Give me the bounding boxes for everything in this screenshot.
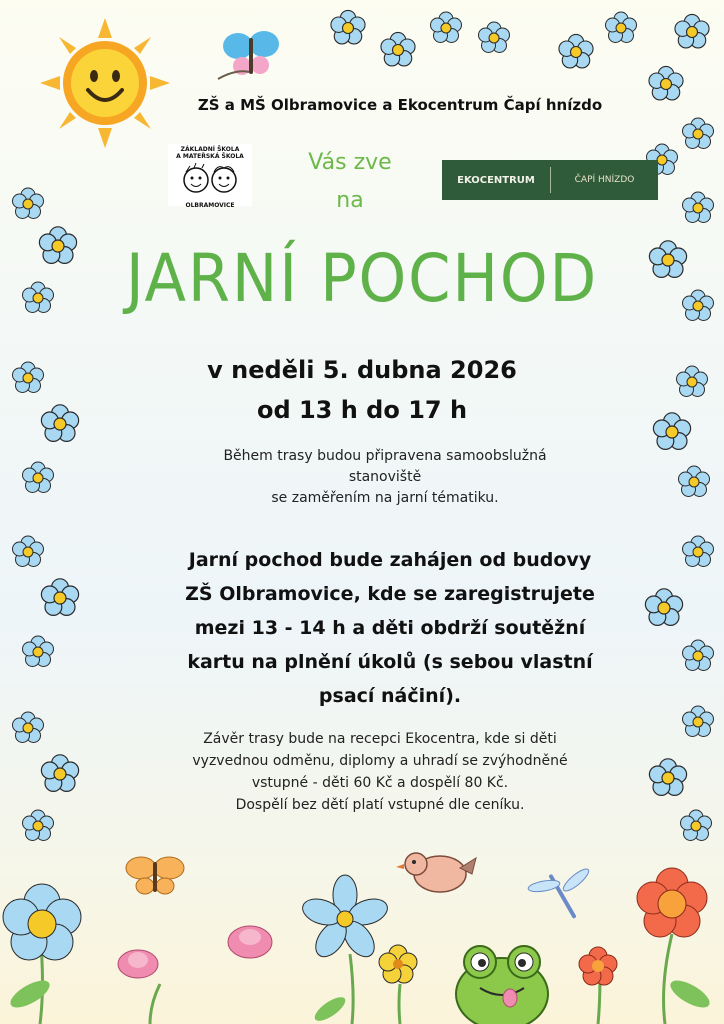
paragraph-line: vstupné - děti 60 Kč a dospělí 80 Kč. bbox=[251, 775, 509, 791]
paragraph-stations bbox=[150, 446, 620, 509]
flower-icon bbox=[228, 926, 272, 958]
flower-icon bbox=[299, 875, 390, 962]
garden-scene bbox=[0, 824, 724, 1024]
paragraph-line: Dospělí bez dětí platí vstupné dle ceníku. bbox=[235, 797, 525, 813]
paragraph-line: se zaměřením na jarní tématiku. bbox=[271, 490, 499, 506]
flower-icon bbox=[3, 884, 81, 960]
eco-logo-right-text: ČAPÍ HNÍZDO bbox=[574, 175, 635, 185]
frog-icon bbox=[456, 946, 548, 1024]
paragraph-line: Během trasy budou připravena samoobslužná bbox=[223, 448, 547, 464]
invite-line-2: na bbox=[336, 188, 364, 213]
event-title: JARNÍ POCHOD bbox=[125, 240, 599, 317]
dragonfly-icon bbox=[527, 866, 591, 919]
paragraph-line: ZŠ Olbramovice, kde se zaregistrujete bbox=[185, 583, 595, 605]
school-logo-bottom: OLBRAMOVICE bbox=[185, 202, 235, 209]
paragraph-line: kartu na plnění úkolů (s sebou vlastní bbox=[187, 651, 593, 673]
event-time: od 13 h do 17 h bbox=[256, 396, 468, 424]
school-logo bbox=[168, 144, 252, 209]
paragraph-line: Závěr trasy bude na recepci Ekocentra, kde si děti bbox=[203, 731, 557, 747]
flower-icon bbox=[579, 947, 617, 985]
organizers-heading: ZŠ a MŠ Olbramovice a Ekocentrum Čapí hnízdo bbox=[197, 96, 603, 114]
paragraph-line: vyzvednou odměnu, diplomy a uhradí se zvýhodněné bbox=[192, 753, 568, 769]
school-logo-line1: ZÁKLADNÍ ŠKOLA bbox=[180, 146, 240, 153]
paragraph-line: psací náčiní). bbox=[318, 685, 462, 707]
eco-logo-left: EKOCENTRUM bbox=[457, 174, 535, 186]
event-date: v neděli 5. dubna 2026 bbox=[207, 356, 517, 384]
paragraph-start bbox=[110, 543, 670, 713]
invite-line-1: Vás zve bbox=[308, 150, 392, 175]
butterfly-icon bbox=[126, 857, 184, 894]
paragraph-line: mezi 13 - 14 h a děti obdrží soutěžní bbox=[194, 617, 586, 639]
paragraph-finish bbox=[130, 728, 630, 816]
children-faces-icon bbox=[168, 160, 252, 198]
paragraph-line: Jarní pochod bude zahájen od budovy bbox=[188, 549, 592, 571]
bird-icon bbox=[396, 853, 476, 892]
flower-icon bbox=[379, 945, 417, 983]
paragraph-line: stanoviště bbox=[348, 469, 422, 485]
ekocentrum-logo bbox=[442, 160, 658, 200]
flower-icon bbox=[637, 868, 707, 937]
eco-logo-right bbox=[551, 175, 658, 185]
flower-icon bbox=[118, 950, 158, 978]
school-logo-line2: A MATEŘSKÁ ŠKOLA bbox=[176, 153, 244, 160]
